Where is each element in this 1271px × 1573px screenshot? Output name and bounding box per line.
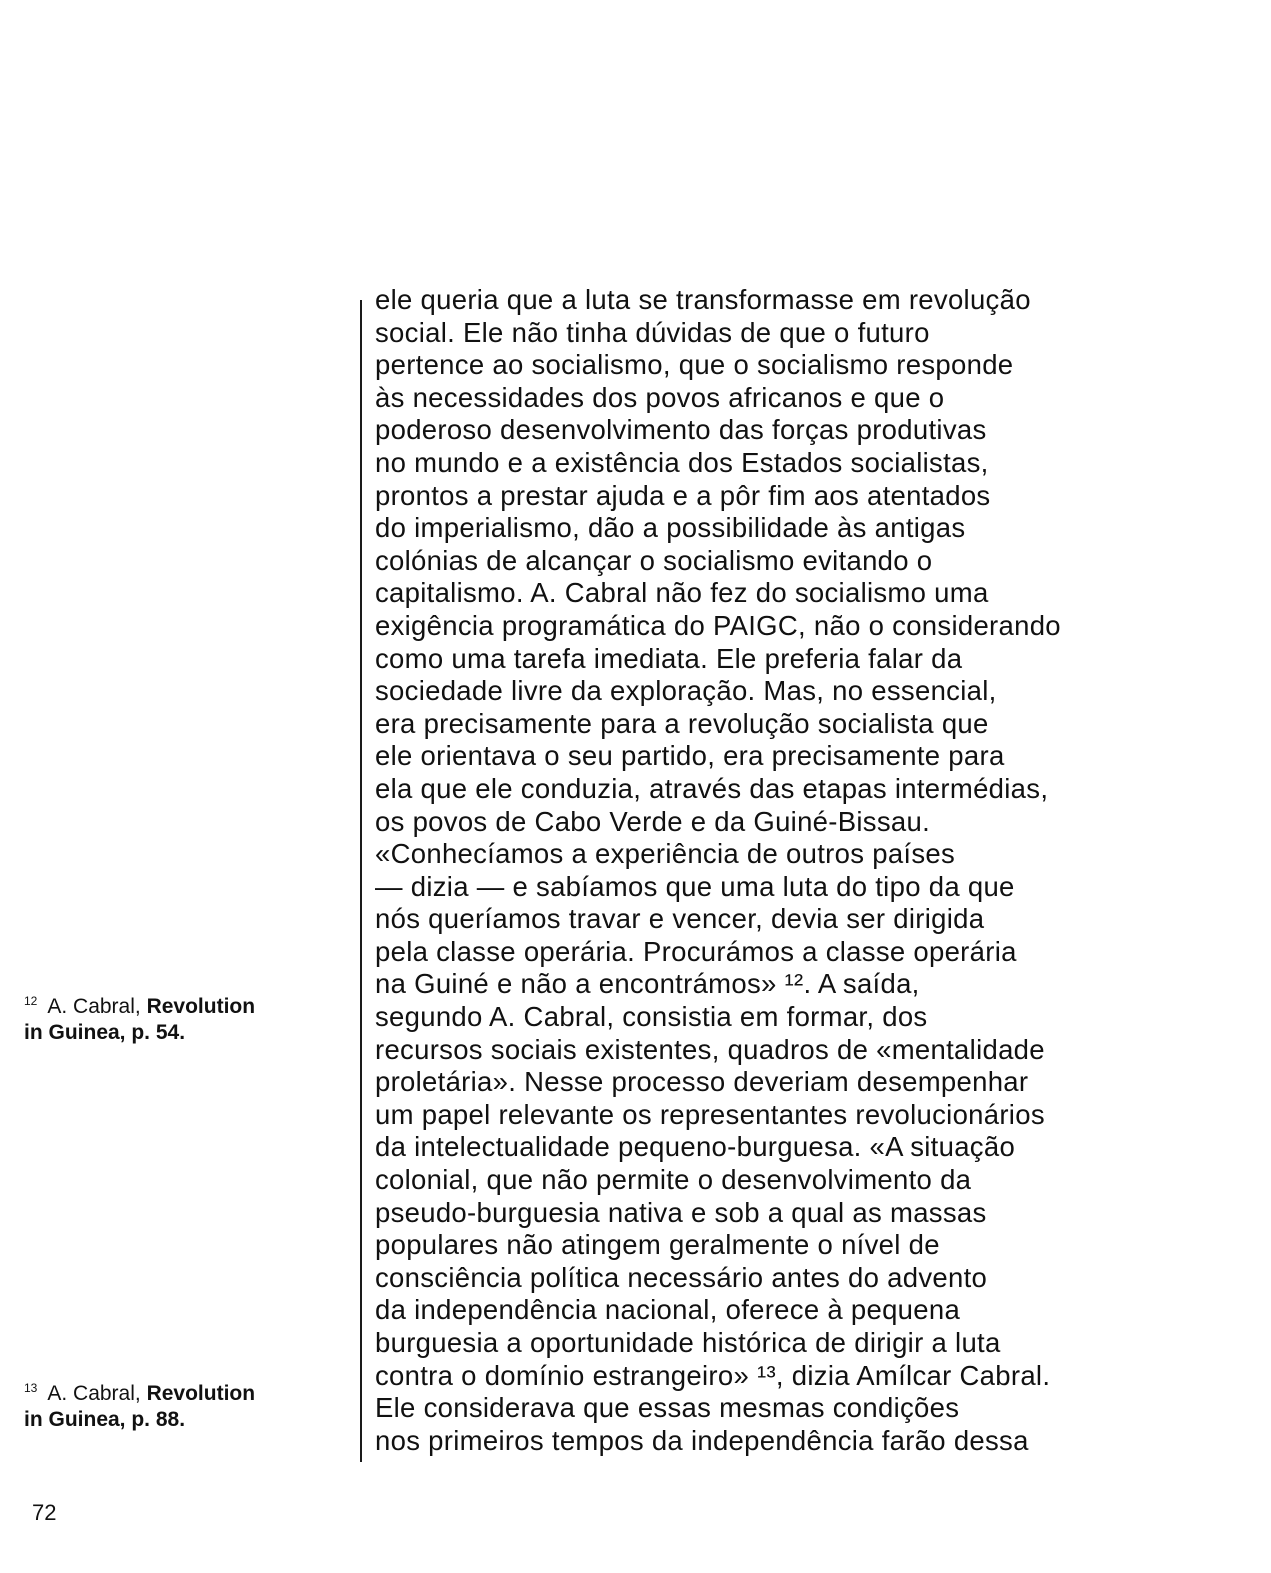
body-line: social. Ele não tinha dúvidas de que o futuro	[375, 316, 930, 348]
footnote-13	[24, 1375, 344, 1433]
body-line: na Guiné e não a encontrámos» ¹². A saída,	[375, 968, 920, 1000]
body-line: um papel relevante os representantes revolucionários	[375, 1098, 1045, 1130]
body-line: ele queria que a luta se transformasse em revolução	[375, 284, 1031, 315]
body-line: como uma tarefa imediata. Ele preferia falar da	[375, 642, 963, 674]
body-line: pseudo-burguesia nativa e sob a qual as massas	[375, 1196, 987, 1228]
body-line: os povos de Cabo Verde e da Guiné-Bissau.	[375, 805, 931, 837]
body-line: da independência nacional, oferece à pequena	[375, 1294, 961, 1326]
body-line: do imperialismo, dão a possibilidade às antigas	[375, 512, 966, 544]
body-line: pertence ao socialismo, que o socialismo responde	[375, 349, 1014, 381]
body-line: colonial, que não permite o desenvolvimento da	[375, 1164, 972, 1196]
body-line: era precisamente para a revolução socialista que	[375, 707, 989, 739]
footnote-marker: 12	[24, 994, 38, 1008]
footnote-title: Revolution	[146, 1382, 256, 1405]
body-line: recursos sociais existentes, quadros de «mentalidade	[375, 1033, 1045, 1065]
body-line: no mundo e a existência dos Estados socialistas,	[375, 446, 989, 478]
footnote-author: A. Cabral,	[47, 995, 141, 1018]
body-line: — dizia — e sabíamos que uma luta do tipo da que	[375, 870, 1015, 902]
body-line: ele orientava o seu partido, era precisamente para	[375, 740, 1005, 772]
footnote-12	[24, 988, 344, 1046]
footnote-title: Revolution	[146, 995, 256, 1018]
body-line: segundo A. Cabral, consistia em formar, dos	[375, 1001, 928, 1033]
body-line: pela classe operária. Procurámos a classe operária	[375, 935, 1017, 967]
body-line: populares não atingem geralmente o nível de	[375, 1229, 940, 1261]
body-line: consciência política necessário antes do advento	[375, 1261, 988, 1293]
body-line: Ele considerava que essas mesmas condições	[375, 1392, 960, 1424]
margin-rule	[360, 300, 362, 1462]
body-line: exigência programática do PAIGC, não o considerando	[375, 609, 1061, 641]
body-text	[375, 284, 1255, 1457]
body-line: colónias de alcançar o socialismo evitando o	[375, 544, 933, 576]
body-line: burguesia a oportunidade histórica de dirigir a luta	[375, 1327, 1001, 1358]
body-line: nos primeiros tempos da independência farão dessa	[375, 1424, 1029, 1456]
body-line: às necessidades dos povos africanos e que o	[375, 381, 945, 413]
body-line: sociedade livre da exploração. Mas, no essencial,	[375, 675, 997, 707]
footnote-marker: 13	[24, 1381, 38, 1395]
body-line: prontos a prestar ajuda e a pôr fim aos atentados	[375, 479, 991, 511]
footnote-12-line2: in Guinea, p. 54.	[24, 1021, 186, 1044]
page-number: 72	[32, 1500, 57, 1525]
body-line: da intelectualidade pequeno-burguesa. «A situação	[375, 1131, 1016, 1163]
body-line: nós queríamos travar e vencer, devia ser dirigida	[375, 903, 985, 935]
body-line: contra o domínio estrangeiro» ¹³, dizia Amílcar Cabral.	[375, 1359, 1051, 1391]
footnote-author: A. Cabral,	[47, 1382, 141, 1405]
footnote-13-line1	[24, 1375, 344, 1407]
footnote-13-line2: in Guinea, p. 88.	[24, 1408, 186, 1431]
body-line: poderoso desenvolvimento das forças produtivas	[375, 414, 987, 446]
body-line: ela que ele conduzia, através das etapas intermédias,	[375, 772, 1049, 804]
body-line: capitalismo. A. Cabral não fez do socialismo uma	[375, 577, 989, 609]
body-line: proletária». Nesse processo deveriam desempenhar	[375, 1066, 1029, 1098]
footnote-12-line1	[24, 988, 344, 1020]
body-line: «Conhecíamos a experiência de outros países	[375, 838, 956, 870]
